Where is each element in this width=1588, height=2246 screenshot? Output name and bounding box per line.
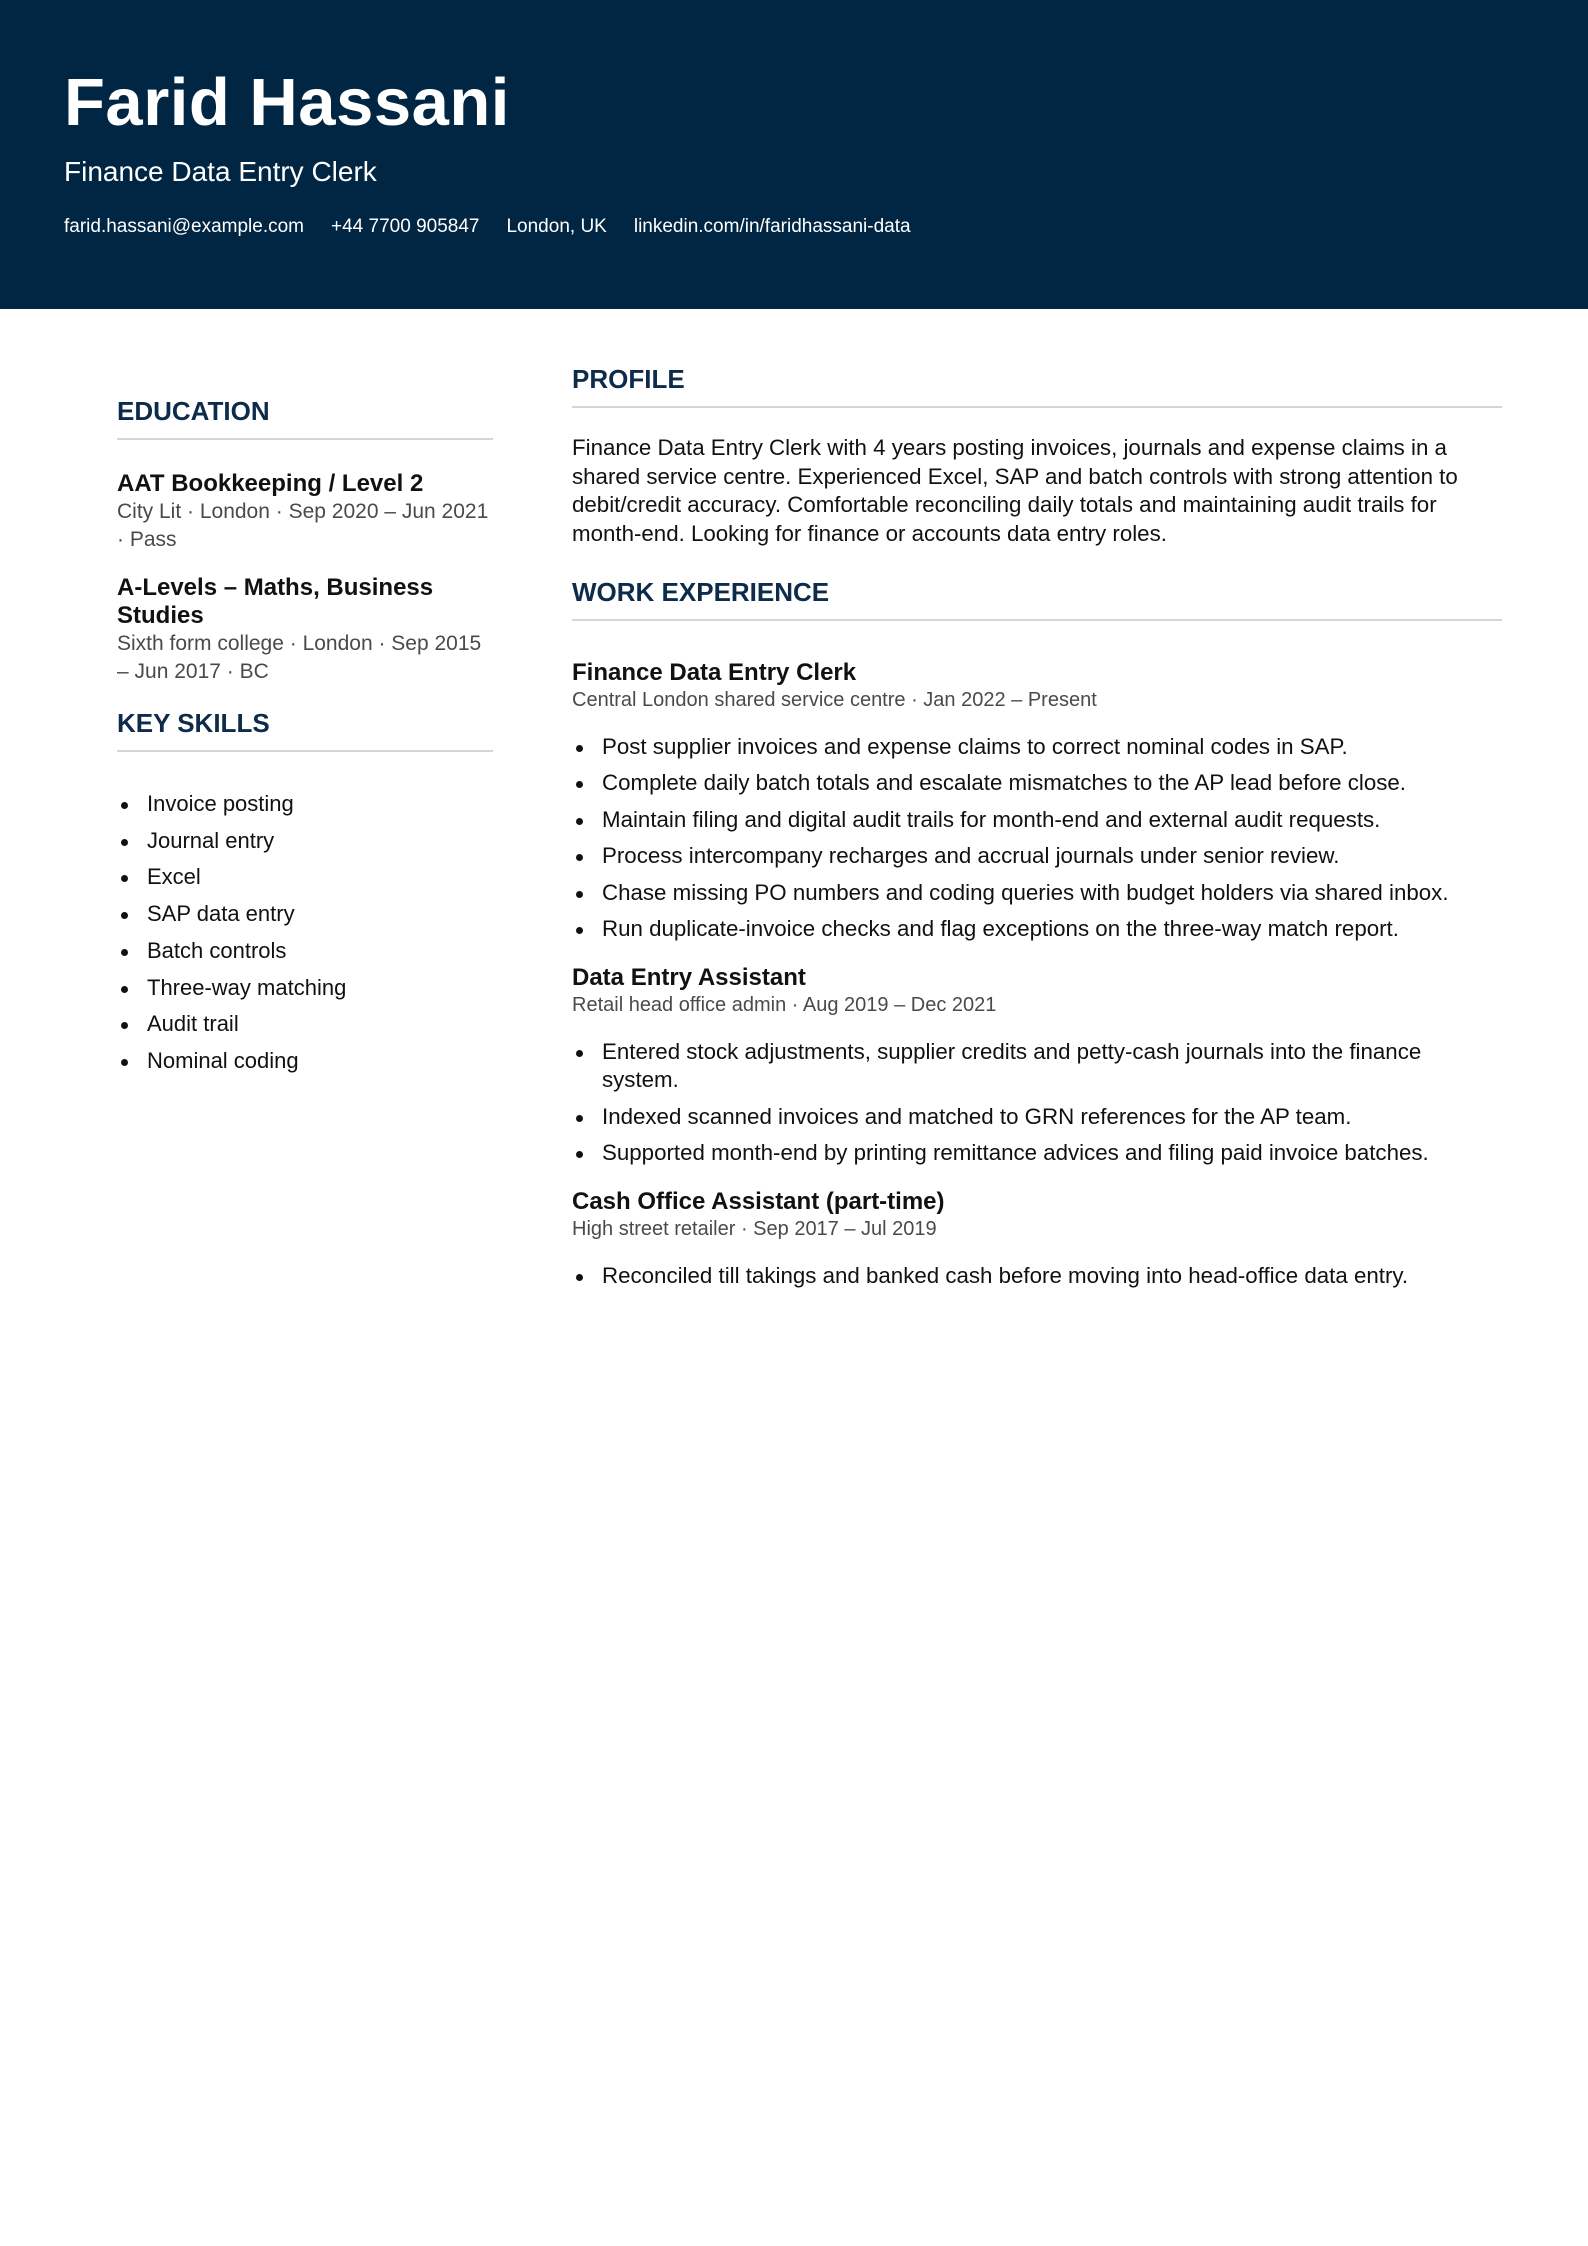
contact-location: London, UK (506, 216, 607, 237)
right-column (572, 362, 1502, 1298)
job-bullet: Post supplier invoices and expense claims to correct nominal codes in SAP. (572, 733, 1502, 762)
job-bullet: Run duplicate-invoice checks and flag exceptions on the three-way match report. (572, 915, 1502, 944)
education-list (117, 470, 493, 686)
job-bullet: Maintain filing and digital audit trails for month-end and external audit requests. (572, 806, 1502, 835)
profile-section (572, 362, 1502, 549)
job-bullets (572, 733, 1502, 944)
skill-item: Batch controls (117, 933, 493, 970)
skill-item: Journal entry (117, 823, 493, 860)
job-role: Cash Office Assistant (part-time) (572, 1187, 945, 1215)
job-bullets (572, 1038, 1502, 1168)
skills-heading: KEY SKILLS (117, 706, 493, 752)
skill-item: Excel (117, 859, 493, 896)
education-degree: AAT Bookkeeping / Level 2 (117, 470, 424, 497)
profile-heading: PROFILE (572, 362, 1502, 408)
job-bullet: Entered stock adjustments, supplier credits and petty-cash journals into the finance system. (572, 1038, 1502, 1095)
education-meta: City Lit · London · Sep 2020 – Jun 2021 · Pass (117, 500, 489, 551)
profile-summary: Finance Data Entry Clerk with 4 years posting invoices, journals and expense claims in a shared service centre. Experienced Excel, SAP and batch controls with strong attention to debit/credit accuracy. Comfortable reconciling daily totals and maintaining audit trails for month-end. Looking for finance or accounts data entry roles. (572, 435, 1458, 547)
candidate-title: Finance Data Entry Clerk (64, 156, 377, 187)
education-section (117, 394, 493, 686)
resume-header (0, 0, 1588, 309)
experience-heading: WORK EXPERIENCE (572, 575, 1502, 621)
skills-list (117, 786, 493, 1080)
contact-phone[interactable]: +44 7700 905847 (331, 216, 480, 237)
contact-email[interactable]: farid.hassani@example.com (64, 216, 305, 237)
job-bullets (572, 1262, 1502, 1291)
job-bullet: Process intercompany recharges and accrual journals under senior review. (572, 842, 1502, 871)
job-entry (572, 964, 1502, 1168)
job-entry (572, 1188, 1502, 1291)
education-degree: A-Levels – Maths, Business Studies (117, 574, 434, 629)
job-bullet: Reconciled till takings and banked cash before moving into head-office data entry. (572, 1262, 1502, 1291)
education-heading: EDUCATION (117, 394, 493, 440)
skill-item: Three-way matching (117, 970, 493, 1007)
job-role: Data Entry Assistant (572, 963, 806, 991)
job-bullet: Chase missing PO numbers and coding queries with budget holders via shared inbox. (572, 879, 1502, 908)
job-meta: Retail head office admin · Aug 2019 – Dec 2021 (572, 993, 997, 1016)
left-column (117, 394, 493, 1080)
education-item (117, 574, 493, 686)
job-meta: High street retailer · Sep 2017 – Jul 2019 (572, 1217, 937, 1240)
skill-item: Audit trail (117, 1006, 493, 1043)
job-role: Finance Data Entry Clerk (572, 658, 857, 686)
skill-item: Nominal coding (117, 1043, 493, 1080)
skill-item: SAP data entry (117, 896, 493, 933)
candidate-name: Farid Hassani (64, 65, 510, 140)
education-meta: Sixth form college · London · Sep 2015 – Jun 2017 · BC (117, 632, 482, 683)
education-item (117, 470, 493, 554)
job-bullet: Complete daily batch totals and escalate mismatches to the AP lead before close. (572, 769, 1502, 798)
skill-item: Invoice posting (117, 786, 493, 823)
experience-section (572, 575, 1502, 1291)
job-bullet: Supported month-end by printing remittance advices and filing paid invoice batches. (572, 1139, 1502, 1168)
job-meta: Central London shared service centre · Jan 2022 – Present (572, 688, 1097, 711)
job-entry (572, 659, 1502, 944)
skills-section (117, 706, 493, 1080)
contact-bar (64, 214, 911, 240)
job-bullet: Indexed scanned invoices and matched to GRN references for the AP team. (572, 1103, 1502, 1132)
contact-linkedin[interactable]: linkedin.com/in/faridhassani-data (633, 216, 911, 237)
